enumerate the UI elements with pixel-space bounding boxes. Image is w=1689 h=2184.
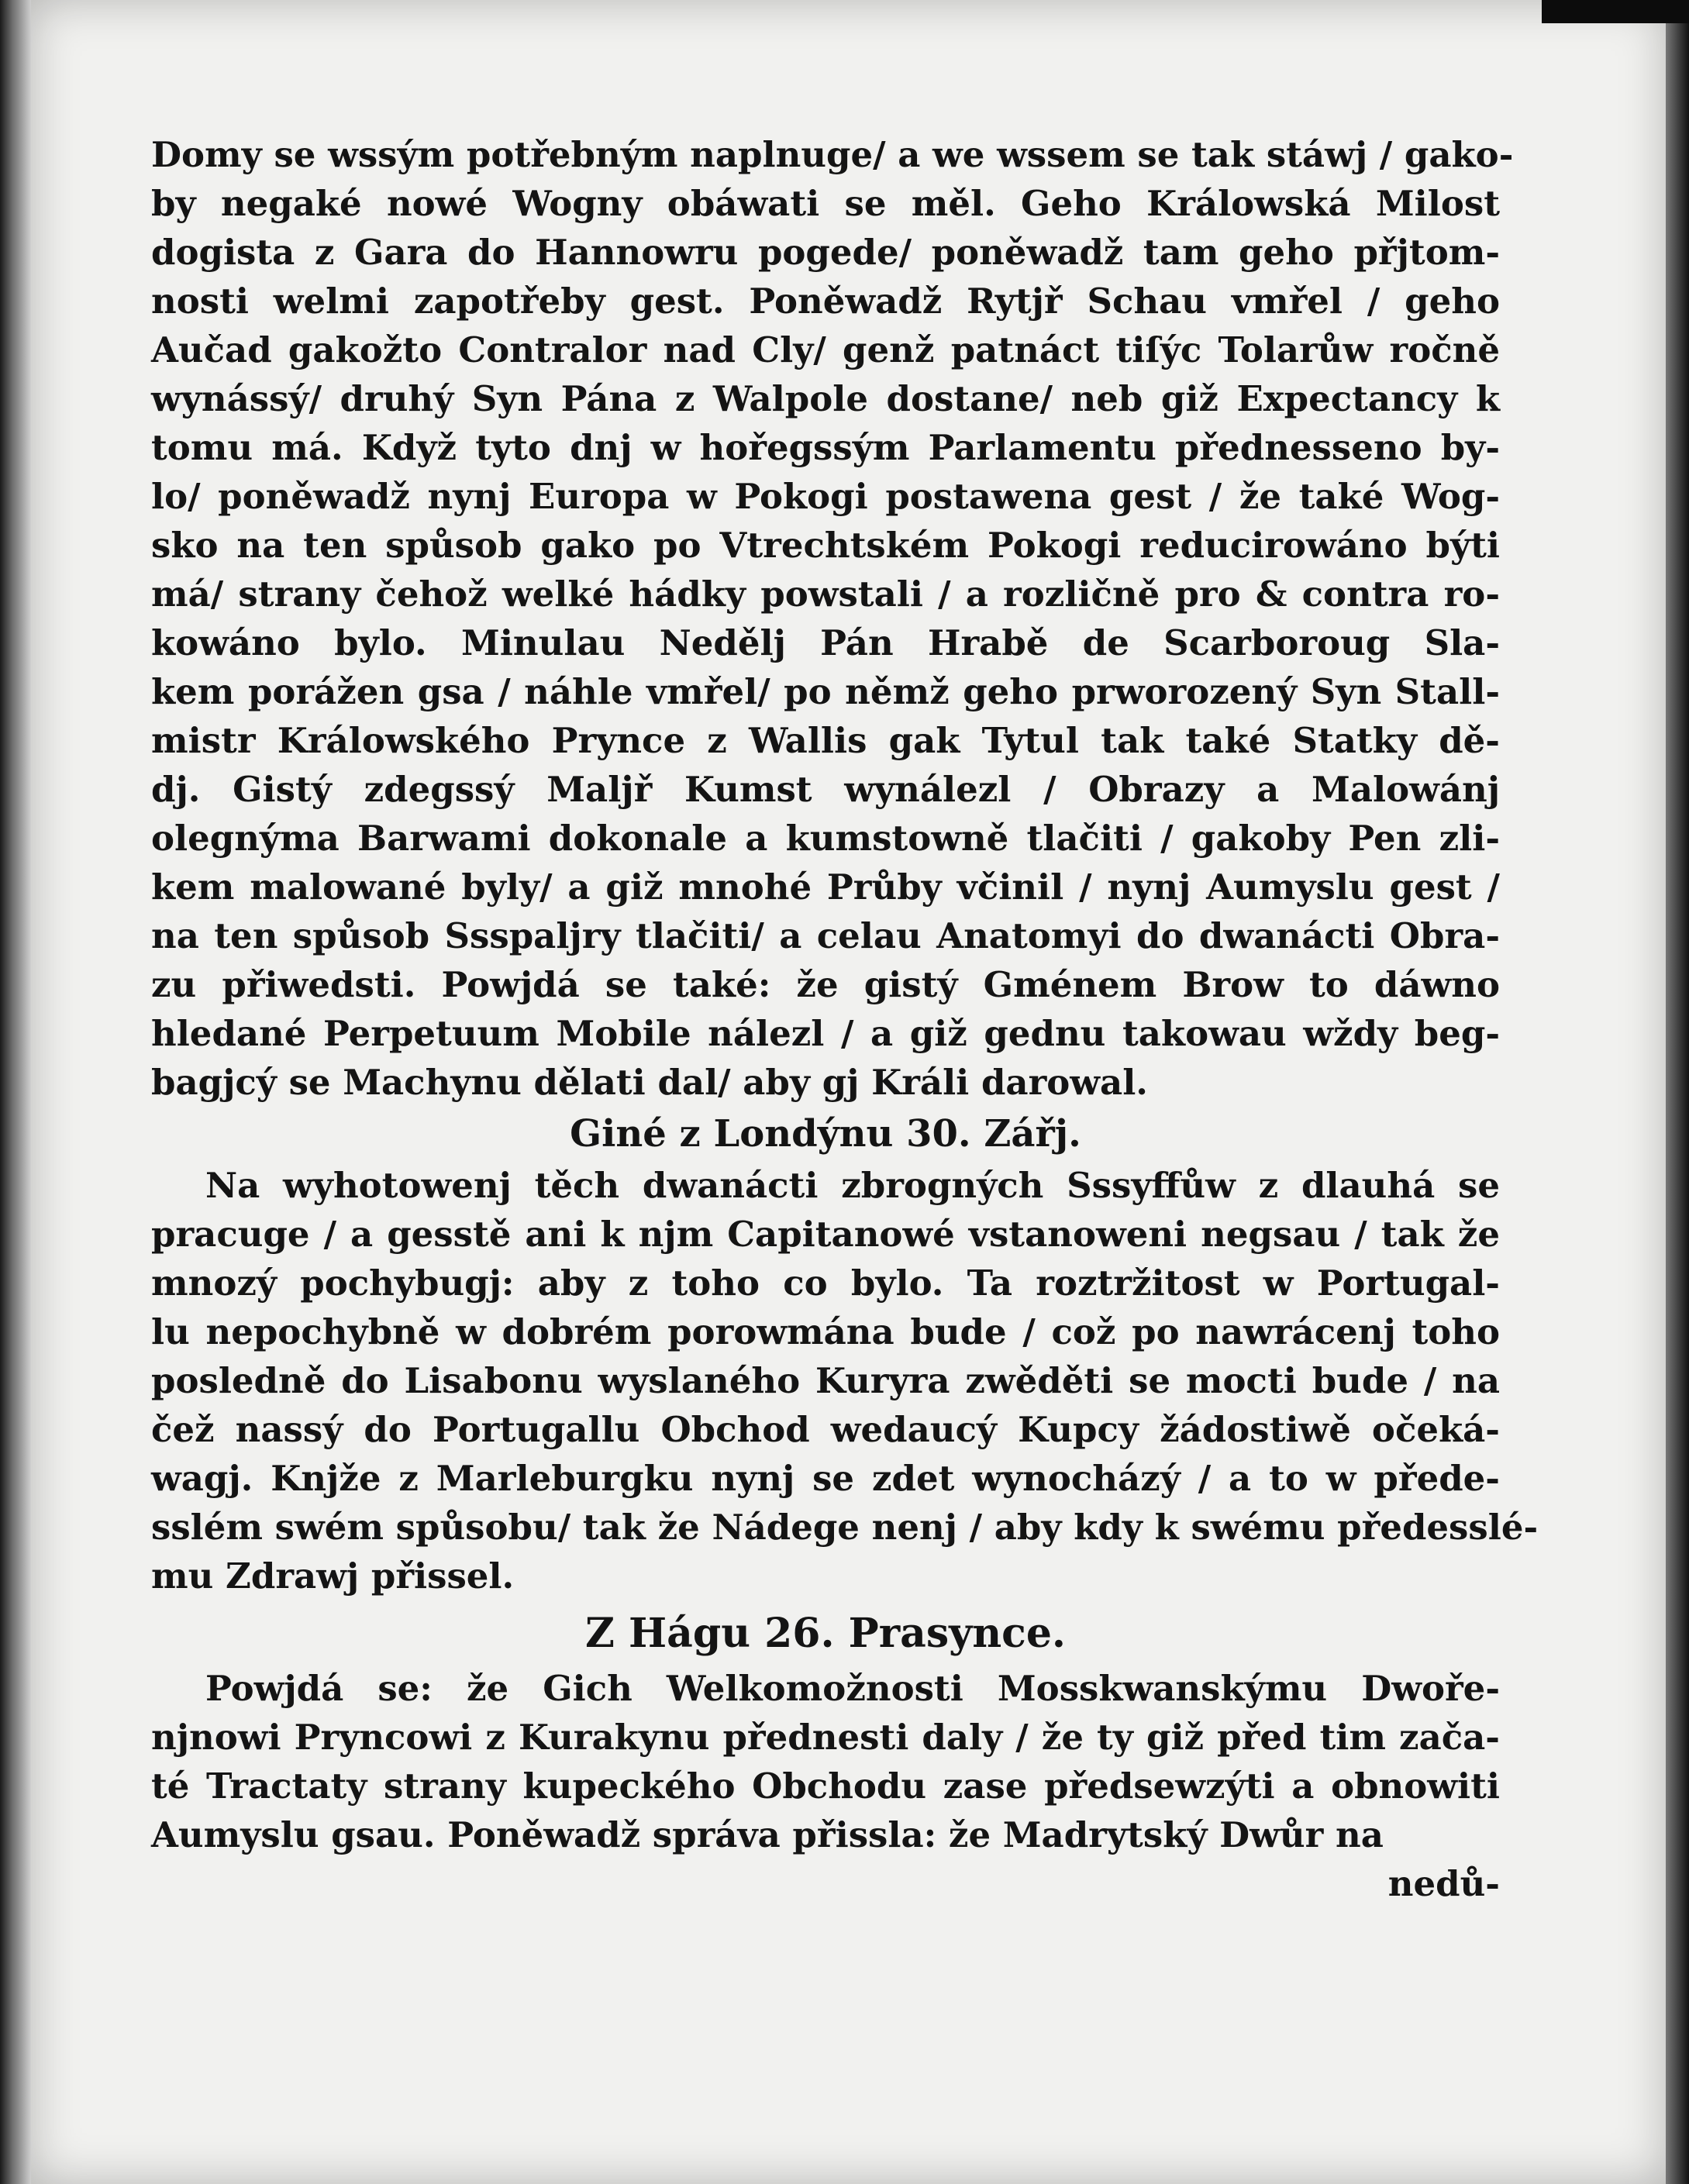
text-line: nosti welmi zapotřeby gest. Poněwadž Rytjř Schau vmřel / geho bbox=[151, 281, 1500, 322]
scan-corner-mark bbox=[1542, 0, 1689, 23]
catchword: nedů- bbox=[1387, 1863, 1500, 1904]
paragraph-ships-portugal bbox=[151, 1161, 1539, 1600]
text-line: by negaké nowé Wogny obáwati se měl. Geho Králowská Milost bbox=[151, 183, 1500, 224]
text-line: Powjdá se: že Gich Welkomožnosti Mosskwanskýmu Dwoře- bbox=[205, 1668, 1500, 1709]
scan-left-edge bbox=[0, 0, 31, 2184]
text-line: wagj. Knjže z Marleburgku nynj se zdet wynocházý / a to w přede- bbox=[151, 1458, 1500, 1499]
text-line: hledané Perpetuum Mobile nálezl / a giž gednu takowau wždy beg- bbox=[151, 1013, 1500, 1054]
text-line: má/ strany čehož welké hádky powstali / a rozličně pro & contra ro- bbox=[151, 574, 1500, 615]
text-line: zu přiwedsti. Powjdá se také: že gistý Gménem Brow to dáwno bbox=[151, 964, 1500, 1005]
text-line: tomu má. Když tyto dnj w hořegssým Parlamentu přednesseno by- bbox=[151, 427, 1500, 468]
text-line: Domy se wssým potřebným naplnuge/ a we wssem se tak stáwj / gako- bbox=[151, 134, 1514, 175]
text-line: lu nepochybně w dobrém porowmána bude / což po nawrácenj toho bbox=[151, 1311, 1500, 1352]
text-line: sslém swém spůsobu/ tak že Nádege nenj / aby kdy k swému předesslé- bbox=[151, 1507, 1539, 1548]
text-line: dogista z Gara do Hannowru pogede/ poněwadž tam geho přjtom- bbox=[151, 232, 1500, 273]
paragraph-london-news bbox=[151, 130, 1514, 1107]
text-line: njnowi Pryncowi z Kurakynu přednesti daly / že ty giž před tim zača- bbox=[151, 1717, 1500, 1758]
scan-right-edge bbox=[1666, 0, 1689, 2184]
text-line: kowáno bylo. Minulau Nedělj Pán Hrabě de Scarboroug Sla- bbox=[151, 622, 1500, 663]
text-line: sko na ten spůsob gako po Vtrechtském Pokogi reducirowáno býti bbox=[151, 525, 1500, 566]
text-line: pracuge / a gesstě ani k njm Capitanowé vstanoweni negsau / tak že bbox=[151, 1214, 1500, 1255]
text-line: wynássý/ druhý Syn Pána z Walpole dostane/ neb giž Expectancy k bbox=[151, 378, 1500, 419]
text-line: Aumyslu gsau. Poněwadž správa přissla: že Madrytský Dwůr na bbox=[151, 1814, 1384, 1855]
text-line: lo/ poněwadž nynj Europa w Pokogi postawena gest / že také Wog- bbox=[151, 476, 1500, 517]
text-line: na ten spůsob Ssspaljry tlačiti/ a celau Anatomyi do dwanácti Obra- bbox=[151, 915, 1500, 956]
text-line: bagjcý se Machynu dělati dal/ aby gj Králi darowal. bbox=[151, 1062, 1148, 1103]
text-line: kem malowané byly/ a giž mnohé Průby včinil / nynj Aumyslu gest / bbox=[151, 866, 1500, 908]
paragraph-hague-news bbox=[151, 1664, 1500, 1859]
text-line: mnozý pochybugj: aby z toho co bylo. Ta roztržitost w Portugal- bbox=[151, 1263, 1500, 1304]
text-line: kem porážen gsa / náhle vmřel/ po němž geho prworozený Syn Stall- bbox=[151, 671, 1500, 712]
text-line: čež nassý do Portugallu Obchod wedaucý Kupcy žádostiwě očeká- bbox=[151, 1409, 1500, 1450]
section-heading-hague: Z Hágu 26. Prasynce. bbox=[584, 1610, 1067, 1657]
text-line: Na wyhotowenj těch dwanácti zbrogných Sssyffůw z dlauhá se bbox=[205, 1165, 1500, 1206]
text-line: mistr Králowského Prynce z Wallis gak Tytul tak také Statky dě- bbox=[151, 720, 1500, 761]
text-line: Aučad gakožto Contralor nad Cly/ genž patnáct tiſýc Tolarůw ročně bbox=[151, 329, 1500, 370]
document-text bbox=[151, 130, 1539, 1908]
text-line: olegnýma Barwami dokonale a kumstowně tlačiti / gakoby Pen zli- bbox=[151, 818, 1500, 859]
section-heading-london: Giné z Londýnu 30. Zářj. bbox=[570, 1112, 1081, 1156]
text-line: dj. Gistý zdegssý Malјř Kumst wynálezl / Obrazy a Malowánj bbox=[151, 769, 1500, 810]
text-line: té Tractaty strany kupeckého Obchodu zase předsewzýti a obnowiti bbox=[151, 1765, 1500, 1807]
text-line: mu Zdrawj přissel. bbox=[151, 1555, 515, 1597]
text-line: posledně do Lisabonu wyslaného Kuryra zwěděti se mocti bude / na bbox=[151, 1360, 1500, 1401]
